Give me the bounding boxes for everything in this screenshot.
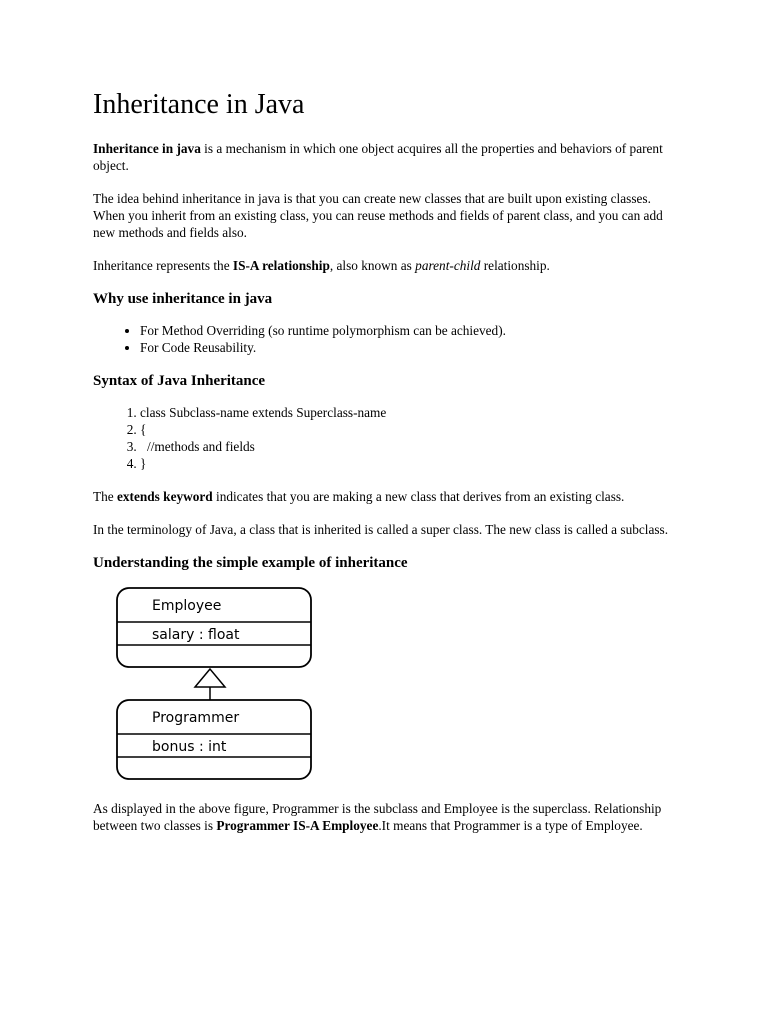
represents-italic: parent-child: [415, 258, 481, 273]
conclusion-part1: As displayed in the above figure, Programmer is the subclass and Employee is the superclass. Relationship between two classes is: [93, 801, 662, 833]
code-line: 3. //methods and fields: [140, 438, 683, 455]
represents-part1: Inheritance represents the: [93, 258, 233, 273]
uml-diagram: [115, 586, 315, 782]
document-content: [93, 88, 683, 850]
page-title: Inheritance in Java: [93, 89, 305, 120]
syntax-heading: Syntax of Java Inheritance: [93, 373, 266, 389]
extends-part2: indicates that you are making a new class that derives from an existing class.: [212, 489, 625, 504]
child-class-name: Programmer: [152, 710, 240, 726]
syntax-list: [93, 404, 683, 472]
list-item: • For Method Overriding (so runtime polymorphism can be achieved).: [140, 322, 683, 339]
intro-paragraph: [93, 140, 683, 174]
represents-paragraph: [93, 257, 683, 274]
extends-bold: extends keyword: [117, 489, 213, 504]
uml-diagram-svg: [115, 586, 315, 782]
inheritance-arrowhead: [195, 669, 225, 687]
intro-bold: Inheritance in java: [93, 141, 201, 156]
represents-bold: IS-A relationship: [232, 258, 330, 273]
child-class-field: bonus : int: [152, 739, 227, 755]
conclusion-bold: Programmer IS-A Employee: [216, 818, 379, 833]
terminology-paragraph: In the terminology of Java, a class that is inherited is called a super class. The new class is called a subclass.: [93, 522, 669, 537]
list-item: • For Code Reusability.: [140, 339, 683, 356]
parent-class-name: Employee: [152, 598, 222, 614]
represents-part3: relationship.: [480, 258, 550, 273]
code-line: 1. class Subclass-name extends Superclass-name: [140, 404, 683, 421]
conclusion-part2: .It means that Programmer is a type of Employee.: [378, 818, 643, 833]
parent-class-field: salary : float: [152, 627, 240, 643]
code-line: 4. }: [140, 455, 683, 472]
example-heading: Understanding the simple example of inheritance: [93, 555, 408, 571]
code-line: 2. {: [140, 421, 683, 438]
extends-paragraph: [93, 488, 683, 505]
why-list: [93, 322, 683, 356]
conclusion-paragraph: [93, 800, 683, 834]
extends-part1: The: [93, 489, 117, 504]
why-heading: Why use inheritance in java: [93, 291, 273, 307]
represents-part2: , also known as: [329, 258, 416, 273]
idea-paragraph: The idea behind inheritance in java is that you can create new classes that are built upon existing classes. When you inherit from an existing class, you can reuse methods and fields of parent class, and you can add new methods and fields also.: [93, 191, 663, 240]
intro-rest: is a mechanism in which one object acquires all the properties and behaviors of parent object.: [93, 141, 663, 173]
